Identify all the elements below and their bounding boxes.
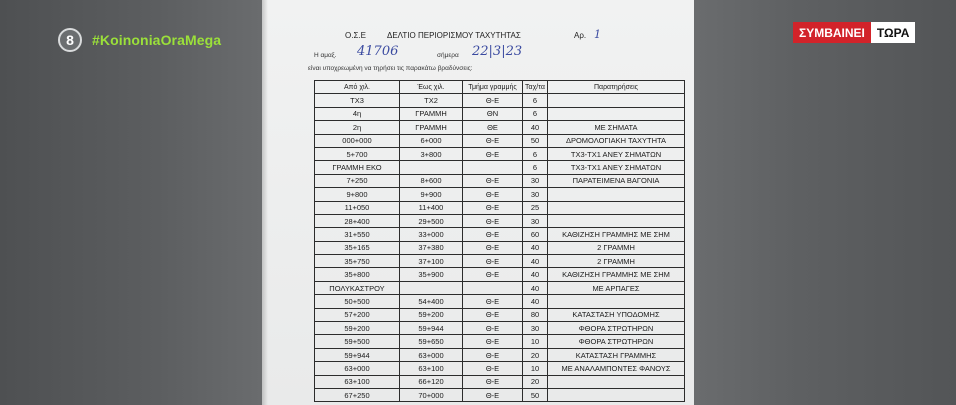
cell-section: Θ-Ε <box>463 322 523 335</box>
cell-remarks: ΠΑΡΑΤΕΙΜΕΝΑ ΒΑΓΟΝΙΑ <box>548 174 685 187</box>
paper-shadow <box>262 0 268 405</box>
cell-remarks <box>548 214 685 227</box>
cell-section: Θ-Ε <box>463 335 523 348</box>
hashtag: #KoinoniaOraMega <box>92 32 222 48</box>
cell-speed: 50 <box>523 388 548 401</box>
table-row <box>315 161 685 174</box>
cell-from-km: ΓΡΑΜΜΗ ΕΚΟ <box>315 161 400 174</box>
cell-from-km: 63+100 <box>315 375 400 388</box>
cell-from-km: 35+750 <box>315 255 400 268</box>
cell-speed: 40 <box>523 268 548 281</box>
cell-remarks <box>548 295 685 308</box>
cell-from-km: 59+500 <box>315 335 400 348</box>
table-row <box>315 335 685 348</box>
table-row <box>315 295 685 308</box>
cell-section: ΘΝ <box>463 107 523 120</box>
cell-remarks <box>548 201 685 214</box>
cell-from-km: 5+700 <box>315 147 400 160</box>
table-row <box>315 174 685 187</box>
cell-speed: 30 <box>523 322 548 335</box>
table-row <box>315 375 685 388</box>
cell-from-km: 11+050 <box>315 201 400 214</box>
cell-to-km: 54+400 <box>400 295 463 308</box>
cell-remarks: ΤΧ3-ΤΧ1 ΑΝΕΥ ΣΗΜΑΤΩΝ <box>548 147 685 160</box>
cell-to-km: ΓΡΑΜΜΗ <box>400 107 463 120</box>
cell-to-km: 35+900 <box>400 268 463 281</box>
cell-remarks: 2 ΓΡΑΜΜΗ <box>548 255 685 268</box>
cell-from-km: 59+200 <box>315 322 400 335</box>
cell-to-km: 59+200 <box>400 308 463 321</box>
cell-remarks: ΦΘΟΡΑ ΣΤΡΩΤΗΡΩΝ <box>548 322 685 335</box>
column-header-speed: Ταχ/τα <box>523 81 548 94</box>
cell-to-km: 63+000 <box>400 348 463 361</box>
document-number-value: 1 <box>594 28 601 41</box>
document-number-label: Αρ. <box>574 31 587 40</box>
cell-speed: 40 <box>523 295 548 308</box>
table-row <box>315 388 685 401</box>
cell-to-km <box>400 281 463 294</box>
cell-section: Θ-Ε <box>463 241 523 254</box>
column-header-from: Από χιλ. <box>315 81 400 94</box>
table-row <box>315 121 685 134</box>
train-label: Η αμαξ. <box>314 52 337 59</box>
cell-speed: 80 <box>523 308 548 321</box>
cell-speed: 40 <box>523 121 548 134</box>
cell-from-km: 35+800 <box>315 268 400 281</box>
cell-section: Θ-Ε <box>463 308 523 321</box>
cell-section: Θ-Ε <box>463 348 523 361</box>
cell-section: Θ-Ε <box>463 94 523 107</box>
cell-speed: 6 <box>523 107 548 120</box>
cell-to-km: 37+100 <box>400 255 463 268</box>
cell-speed: 40 <box>523 281 548 294</box>
cell-section: Θ-Ε <box>463 362 523 375</box>
table-row <box>315 255 685 268</box>
cell-section <box>463 161 523 174</box>
cell-to-km: ΓΡΑΜΜΗ <box>400 121 463 134</box>
cell-from-km: 4η <box>315 107 400 120</box>
cell-section: Θ-Ε <box>463 268 523 281</box>
cell-speed: 20 <box>523 348 548 361</box>
cell-remarks <box>548 375 685 388</box>
cell-from-km: 31+550 <box>315 228 400 241</box>
table-row <box>315 201 685 214</box>
cell-to-km: 66+120 <box>400 375 463 388</box>
cell-speed: 40 <box>523 241 548 254</box>
cell-to-km: 29+500 <box>400 214 463 227</box>
document-org: Ο.Σ.Ε <box>345 31 366 40</box>
cell-section: Θ-Ε <box>463 228 523 241</box>
background-left <box>0 0 262 405</box>
cell-remarks <box>548 107 685 120</box>
cell-from-km: ΠΟΛΥΚΑΣΤΡΟΥ <box>315 281 400 294</box>
cell-to-km: 6+000 <box>400 134 463 147</box>
cell-speed: 30 <box>523 188 548 201</box>
cell-from-km: 35+165 <box>315 241 400 254</box>
cell-to-km: 3+800 <box>400 147 463 160</box>
cell-remarks: ΚΑΘΙΖΗΣΗ ΓΡΑΜΜΗΣ ΜΕ ΣΗΜ <box>548 228 685 241</box>
speed-restriction-table <box>314 80 685 402</box>
live-badge-now: ΤΩΡΑ <box>871 22 916 43</box>
cell-section: Θ-Ε <box>463 214 523 227</box>
background-right <box>694 0 956 405</box>
table-row <box>315 322 685 335</box>
cell-section: Θ-Ε <box>463 255 523 268</box>
channel-logo <box>58 28 221 52</box>
column-header-to: Έως χιλ. <box>400 81 463 94</box>
train-number: 41706 <box>357 44 399 59</box>
cell-to-km: 33+000 <box>400 228 463 241</box>
table-row <box>315 268 685 281</box>
cell-remarks: ΤΧ3-ΤΧ1 ΑΝΕΥ ΣΗΜΑΤΩΝ <box>548 161 685 174</box>
cell-to-km: 9+900 <box>400 188 463 201</box>
table-row <box>315 228 685 241</box>
cell-remarks: ΜΕ ΣΗΜΑΤΑ <box>548 121 685 134</box>
cell-to-km: 8+600 <box>400 174 463 187</box>
cell-speed: 10 <box>523 362 548 375</box>
cell-section <box>463 281 523 294</box>
cell-from-km: 57+200 <box>315 308 400 321</box>
cell-speed: 30 <box>523 174 548 187</box>
cell-speed: 6 <box>523 94 548 107</box>
cell-from-km: 67+250 <box>315 388 400 401</box>
cell-to-km: 11+400 <box>400 201 463 214</box>
table-row <box>315 94 685 107</box>
cell-from-km: 28+400 <box>315 214 400 227</box>
cell-remarks: ΔΡΟΜΟΛΟΓΙΑΚΗ ΤΑΧΥΤΗΤΑ <box>548 134 685 147</box>
cell-to-km: ΤΧ2 <box>400 94 463 107</box>
date-label: σήμερα <box>437 52 459 59</box>
cell-section: Θ-Ε <box>463 174 523 187</box>
cell-speed: 40 <box>523 255 548 268</box>
table-row <box>315 362 685 375</box>
cell-section: Θ-Ε <box>463 295 523 308</box>
cell-remarks: ΚΑΘΙΖΗΣΗ ΓΡΑΜΜΗΣ ΜΕ ΣΗΜ <box>548 268 685 281</box>
cell-section: Θ-Ε <box>463 147 523 160</box>
table-row <box>315 214 685 227</box>
cell-remarks <box>548 388 685 401</box>
table-row <box>315 348 685 361</box>
table-row <box>315 134 685 147</box>
cell-section: Θ-Ε <box>463 134 523 147</box>
cell-remarks <box>548 188 685 201</box>
cell-from-km: 7+250 <box>315 174 400 187</box>
table-row <box>315 147 685 160</box>
column-header-section: Τμήμα γραμμής <box>463 81 523 94</box>
cell-to-km: 70+000 <box>400 388 463 401</box>
cell-section: ΘΕ <box>463 121 523 134</box>
live-badge <box>793 22 915 43</box>
cell-remarks: ΚΑΤΑΣΤΑΣΗ ΥΠΟΔΟΜΗΣ <box>548 308 685 321</box>
cell-from-km: 000+000 <box>315 134 400 147</box>
cell-speed: 6 <box>523 147 548 160</box>
cell-to-km: 59+944 <box>400 322 463 335</box>
cell-remarks <box>548 94 685 107</box>
table-header-row <box>315 81 685 94</box>
table-row <box>315 308 685 321</box>
cell-from-km: 9+800 <box>315 188 400 201</box>
cell-from-km: 63+000 <box>315 362 400 375</box>
table-row <box>315 188 685 201</box>
document-title: ΔΕΛΤΙΟ ΠΕΡΙΟΡΙΣΜΟΥ ΤΑΧΥΤΗΤΑΣ <box>387 31 521 40</box>
cell-section: Θ-Ε <box>463 375 523 388</box>
cell-to-km: 63+100 <box>400 362 463 375</box>
table-row <box>315 281 685 294</box>
cell-speed: 60 <box>523 228 548 241</box>
cell-remarks: ΜΕ ΑΡΠΑΓΕΣ <box>548 281 685 294</box>
cell-speed: 50 <box>523 134 548 147</box>
cell-from-km: 59+944 <box>315 348 400 361</box>
cell-remarks: ΦΘΟΡΑ ΣΤΡΩΤΗΡΩΝ <box>548 335 685 348</box>
cell-remarks: 2 ΓΡΑΜΜΗ <box>548 241 685 254</box>
speed-restriction-document <box>262 0 694 405</box>
cell-from-km: 50+500 <box>315 295 400 308</box>
table-row <box>315 107 685 120</box>
table-row <box>315 241 685 254</box>
cell-section: Θ-Ε <box>463 188 523 201</box>
cell-speed: 30 <box>523 214 548 227</box>
cell-from-km: ΤΧ3 <box>315 94 400 107</box>
cell-section: Θ-Ε <box>463 201 523 214</box>
cell-to-km: 59+650 <box>400 335 463 348</box>
cell-section: Θ-Ε <box>463 388 523 401</box>
cell-to-km <box>400 161 463 174</box>
cell-speed: 20 <box>523 375 548 388</box>
column-header-remarks: Παρατηρήσεις <box>548 81 685 94</box>
cell-speed: 10 <box>523 335 548 348</box>
date-value: 22|3|23 <box>472 44 523 59</box>
cell-remarks: ΚΑΤΑΣΤΑΣΗ ΓΡΑΜΜΗΣ <box>548 348 685 361</box>
cell-speed: 25 <box>523 201 548 214</box>
cell-to-km: 37+380 <box>400 241 463 254</box>
instruction-text: είναι υποχρεωμένη να τηρήσει τις παρακάτω βραδύνσεις: <box>308 65 473 72</box>
channel-number-icon: 8 <box>58 28 82 52</box>
cell-remarks: ΜΕ ΑΝΑΛΑΜΠΟΝΤΕΣ ΦΑΝΟΥΣ <box>548 362 685 375</box>
live-badge-label: ΣΥΜΒΑΙΝΕΙ <box>793 22 871 43</box>
cell-speed: 6 <box>523 161 548 174</box>
cell-from-km: 2η <box>315 121 400 134</box>
